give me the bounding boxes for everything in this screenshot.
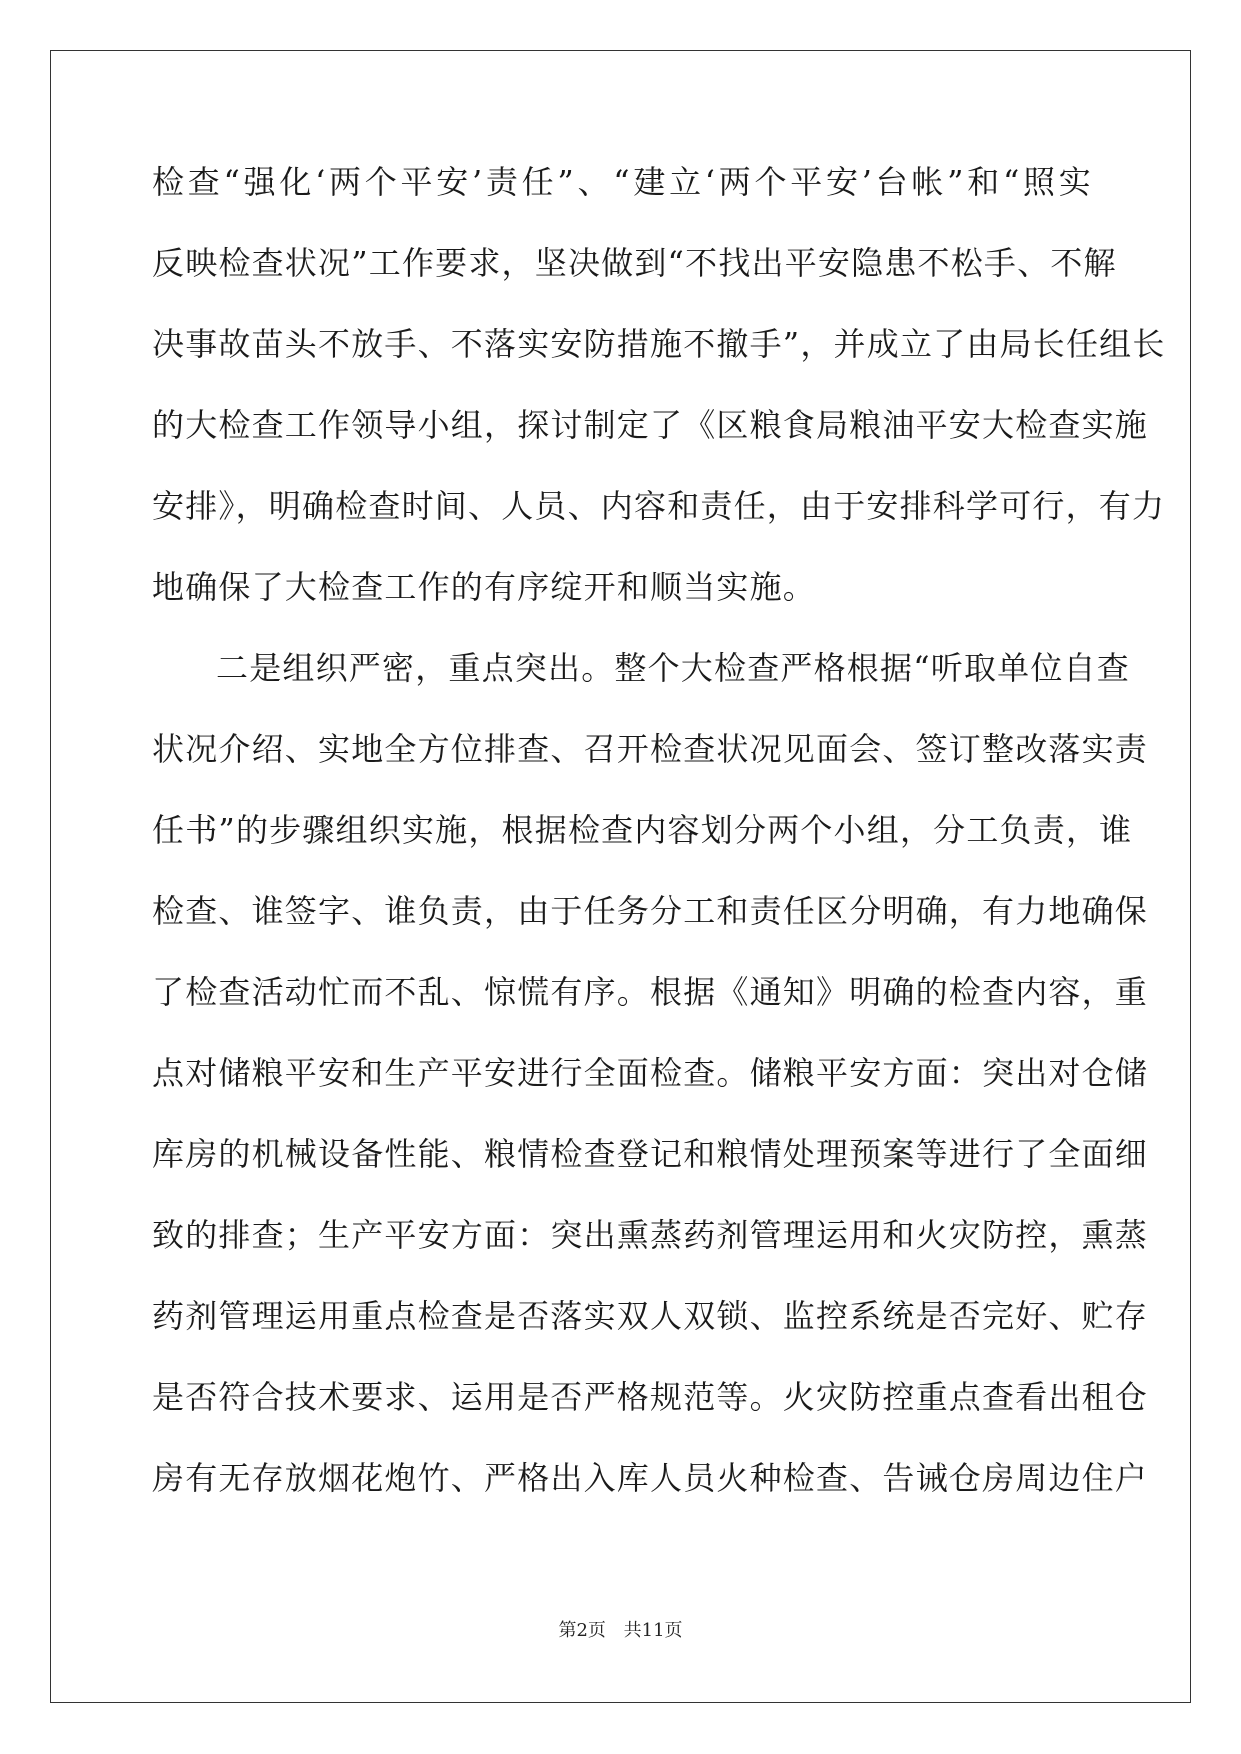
text-line: 安排》，明确检查时间、人员、内容和责任，由于安排科学可行，有力 [152,487,1166,525]
text-line: 检查、谁签字、谁负责，由于任务分工和责任区分明确，有力地确保 [152,892,1149,930]
text-line: 库房的机械设备性能、粮情检查登记和粮情处理预案等进行了全面细 [152,1135,1149,1173]
text-line: 决事故苗头不放手、不落实安防措施不撤手”，并成立了由局长任组长 [152,325,1166,363]
page-total: 共11页 [623,1620,683,1641]
text-line: 检查“强化‘两个平安’责任”、“建立‘两个平安’台帐”和“照实 [152,163,1092,201]
paragraph-start-line: 二是组织严密，重点突出。整个大检查严格根据“听取单位自查 [216,649,1130,687]
text-line: 地确保了大检查工作的有序绽开和顺当实施。 [152,568,817,606]
text-line: 状况介绍、实地全方位排查、召开检查状况见面会、签订整改落实责 [152,730,1149,768]
text-line: 的大检查工作领导小组，探讨制定了《区粮食局粮油平安大检查实施 [152,406,1149,444]
page-footer [0,1616,1241,1642]
document-body [152,158,1166,1535]
text-line: 任书”的步骤组织实施，根据检查内容划分两个小组，分工负责，谁 [152,811,1133,849]
text-line: 房有无存放烟花炮竹、严格出入库人员火种检查、告诫仓房周边住户 [152,1459,1149,1497]
text-line: 致的排查；生产平安方面：突出熏蒸药剂管理运用和火灾防控，熏蒸 [152,1216,1149,1254]
text-line: 反映检查状况”工作要求，坚决做到“不找出平安隐患不松手、不解 [152,244,1117,282]
text-line: 点对储粮平安和生产平安进行全面检查。储粮平安方面：突出对仓储 [152,1054,1149,1092]
text-line: 是否符合技术要求、运用是否严格规范等。火灾防控重点查看出租仓 [152,1378,1149,1416]
page-number: 第2页 [558,1620,606,1641]
text-line: 了检查活动忙而不乱、惊慌有序。根据《通知》明确的检查内容，重 [152,973,1149,1011]
text-line: 药剂管理运用重点检查是否落实双人双锁、监控系统是否完好、贮存 [152,1297,1149,1335]
